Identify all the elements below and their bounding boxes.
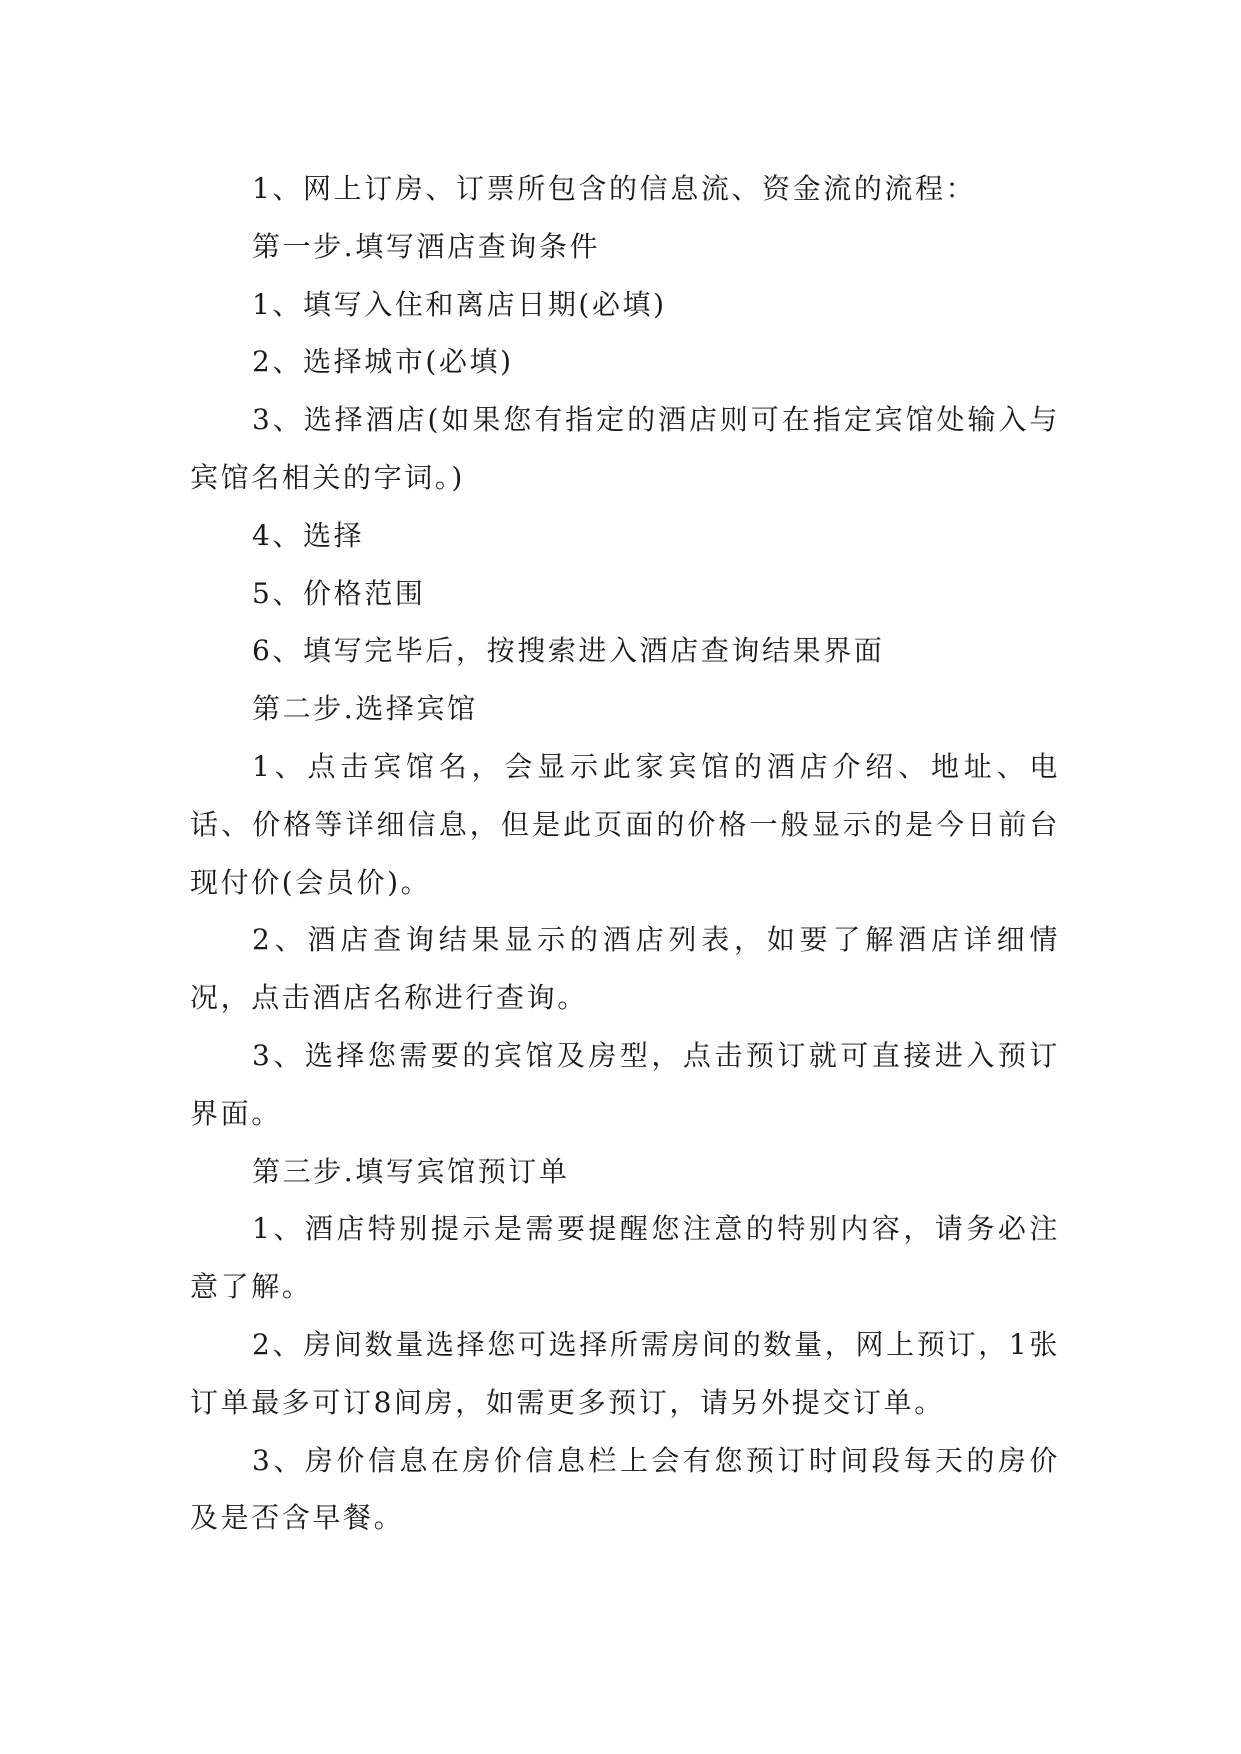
step-three-item-1: 1、酒店特别提示是需要提醒您注意的特别内容，请务必注意了解。 bbox=[190, 1212, 1060, 1304]
step-one-item-5: 5、价格范围 bbox=[252, 576, 426, 610]
step-two-item-2: 2、酒店查询结果显示的酒店列表，如要了解酒店详细情况，点击酒店名称进行查询。 bbox=[190, 923, 1060, 1015]
document-body bbox=[190, 160, 1060, 1547]
step-one-item-2: 2、选择城市(必填) bbox=[252, 345, 514, 379]
step-two-item-1: 1、点击宾馆名，会显示此家宾馆的酒店介绍、地址、电话、价格等详细信息，但是此页面的价格一般显示的是今日前台现付价(会员价)。 bbox=[190, 749, 1060, 899]
step-one-item-6: 6、填写完毕后，按搜索进入酒店查询结果界面 bbox=[252, 634, 885, 668]
step-one-item-1: 1、填写入住和离店日期(必填) bbox=[252, 287, 667, 321]
step-three-heading: 第三步.填写宾馆预订单 bbox=[252, 1154, 570, 1188]
step-two-item-3: 3、选择您需要的宾馆及房型，点击预订就可直接进入预订界面。 bbox=[190, 1038, 1060, 1130]
step-one-item-4: 4、选择 bbox=[252, 518, 365, 552]
step-one-heading: 第一步.填写酒店查询条件 bbox=[252, 229, 601, 263]
step-one-item-3: 3、选择酒店(如果您有指定的酒店则可在指定宾馆处输入与宾馆名相关的字词。) bbox=[190, 403, 1060, 494]
step-three-item-2: 2、房间数量选择您可选择所需房间的数量，网上预订，1张订单最多可订8间房，如需更多预订，请另外提交订单。 bbox=[190, 1327, 1060, 1419]
step-two-heading: 第二步.选择宾馆 bbox=[252, 692, 478, 726]
intro-heading: 1、网上订房、订票所包含的信息流、资金流的流程： bbox=[252, 172, 977, 205]
step-three-item-3: 3、房价信息在房价信息栏上会有您预订时间段每天的房价及是否含早餐。 bbox=[190, 1443, 1060, 1535]
